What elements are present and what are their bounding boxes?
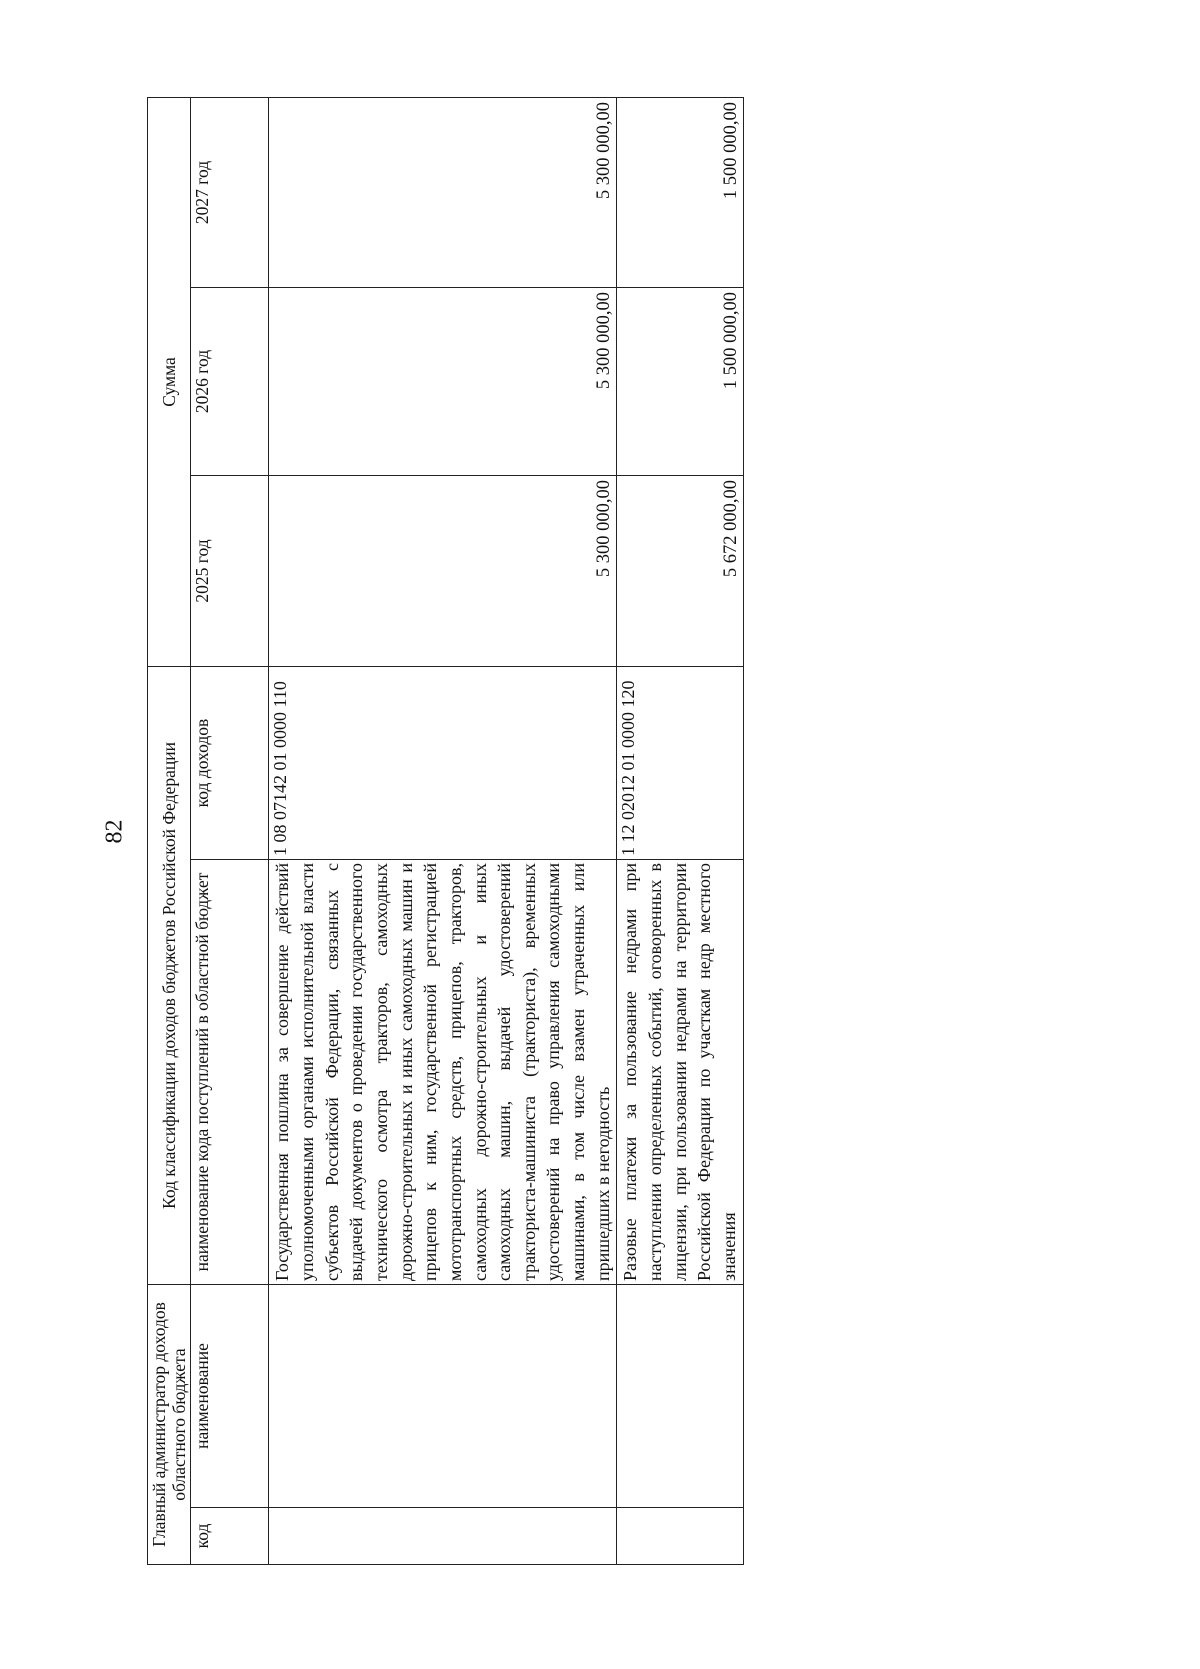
class-name-header: наименование кода поступлений в областной бюджет: [191, 860, 269, 1285]
row-code: 1 12 02012 01 0000 120: [617, 667, 743, 860]
header-row-2: [191, 97, 269, 1564]
row-amount-2027: 5 300 000,00: [269, 97, 617, 287]
table-row: [617, 97, 743, 1564]
row-amount-2025: 5 672 000,00: [617, 476, 743, 667]
class-code-header: код доходов: [191, 667, 269, 860]
row-description: Разовые платежи за пользование недрами при наступлении определенных событий, оговоренных в лицензии, при пользовании недрами на территории Российской Федерации по участкам недр местного значения: [617, 860, 743, 1285]
row-admin-name: [269, 1285, 617, 1508]
row-amount-2027: 1 500 000,00: [617, 97, 743, 287]
row-amount-2026: 5 300 000,00: [269, 288, 617, 476]
classification-group-header: Код классификации доходов бюджетов Российской Федерации: [148, 667, 191, 1285]
table-container: [147, 98, 1022, 1565]
year-header-2027: 2027 год: [191, 97, 269, 287]
table-row: [269, 97, 617, 1564]
page-number: 82: [101, 819, 128, 844]
row-code: 1 08 07142 01 0000 110: [269, 667, 617, 860]
admin-name-header: наименование: [191, 1285, 269, 1508]
admin-group-header: Главный администратор доходов областного бюджета: [148, 1285, 191, 1565]
row-description: Государственная пошлина за совершение действий уполномоченными органами исполнительной власти субъектов Российской Федерации, связанных с выдачей документов о проведении государственного технического осмотра тракторов, самоходных дорожно-строительных и иных самоходных машин и прицепов к ним, государственной регистрацией мототранспортных средств, прицепов, тракторов, самоходных дорожно-строительных и иных самоходных машин, выдачей удостоверений тракториста-машиниста (тракториста), временных удостоверений на право управления самоходными машинами, в том числе взамен утраченных или пришедших в негодность: [269, 860, 617, 1285]
year-header-2026: 2026 год: [191, 288, 269, 476]
row-amount-2025: 5 300 000,00: [269, 476, 617, 667]
row-amount-2026: 1 500 000,00: [617, 288, 743, 476]
row-admin-code: [617, 1508, 743, 1565]
revenue-table: [147, 97, 744, 1565]
header-row-1: [148, 97, 191, 1564]
year-header-2025: 2025 год: [191, 476, 269, 667]
admin-code-header: код: [191, 1508, 269, 1565]
sum-group-header: Сумма: [148, 97, 191, 666]
row-admin-code: [269, 1508, 617, 1565]
row-admin-name: [617, 1285, 743, 1508]
